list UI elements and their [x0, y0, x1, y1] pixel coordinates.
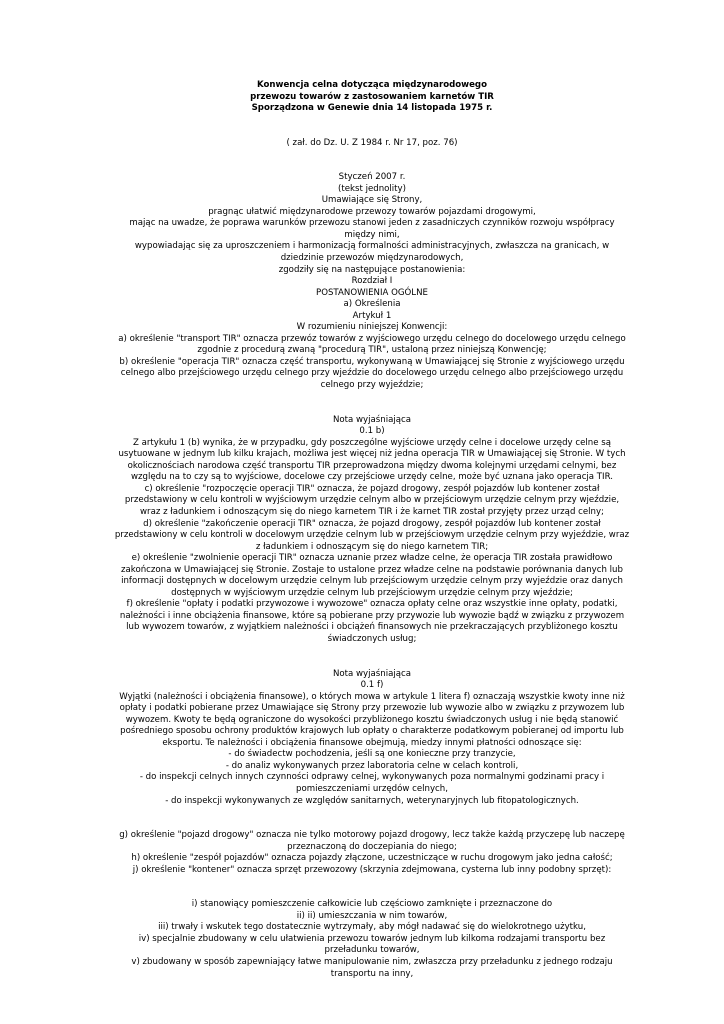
definition-line: g) określenie "pojazd drogowy" oznacza nie tylko motorowy pojazd drogowy, lecz także każdą przyczepę lub naczepę	[119, 830, 625, 841]
note-line: - do świadectw pochodzenia, jeśli są one konieczne przy tranzycie,	[228, 749, 516, 760]
note-line: przedstawiony w celu kontroli w docelowym urzędzie celnym lub w przejściowym urzędzie celnym przy wyjeździe, wraz	[114, 530, 630, 541]
note-line: informacji dostępnych w docelowym urzędzie celnym lub przejściowym urzędzie celnym przy wyjeździe oraz danych	[121, 576, 623, 587]
list-item: transportu na inny,	[330, 968, 414, 979]
edition-note: (tekst jednolity)	[338, 183, 406, 194]
definition-line: przeznaczoną do doczepiania do niego;	[287, 841, 457, 852]
note-line: lub wywozem towarów, z wyjątkiem należności i obciążeń finansowych nie przekraczających przybliżonego kosztu	[126, 622, 618, 633]
note-line: wraz z ładunkiem i odnoszącym się do niego karnetem TIR i że karnet TIR został przyjęty przez urząd celny;	[140, 506, 604, 517]
note-reference: 0.1 b)	[359, 426, 385, 437]
document-title	[70, 80, 674, 115]
note-line: należności i inne obciążenia finansowe, które są pobierane przy przywozie lub wywozie bądź w związku z przywozem	[119, 610, 625, 621]
article-heading: Artykuł 1	[352, 310, 392, 321]
list-item: przeładunku towarów,	[324, 945, 420, 956]
explanatory-note	[70, 669, 674, 808]
preamble-line: pragnąc ułatwić międzynarodowe przewozy towarów pojazdami drogowymi,	[208, 206, 536, 217]
note-line: wywozem. Kwoty te będą ograniczone do wysokości przybliżonego kosztu świadczonych usług i nie będą stanowić	[125, 714, 619, 725]
note-line: usytuowane w jednym lub kilku krajach, możliwa jest więcej niż jedna operacja TIR w Umawiającej się Stronie. W tych	[118, 449, 626, 460]
preamble-line: zgodziły się na następujące postanowienia:	[278, 264, 466, 275]
note-line: względu na to czy są to wyjściowe, docelowe czy przejściowe urzędy celne, może być uznana jako operacja TIR.	[131, 472, 613, 483]
title-line: Konwencja celna dotycząca międzynarodowego	[257, 80, 487, 90]
note-line: okolicznościach narodowa część transportu TIR przeprowadzona między dwoma kolejnymi urzędami celnymi, bez	[127, 460, 617, 471]
chapter-title: POSTANOWIENIA OGÓLNE	[316, 287, 428, 298]
list-item: iii) trwały i wskutek tego dostatecznie wytrzymały, aby mógł nadawać się do wielokrotnego użytku,	[158, 922, 586, 933]
definition-line: j) określenie "kontener" oznacza sprzęt przewozowy (skrzynia zdejmowana, cysterna lub inny podobny sprzęt):	[132, 864, 612, 875]
note-line: z ładunkiem i odnoszącym się do niego karnetem TIR;	[255, 541, 489, 552]
note-line: c) określenie "rozpoczęcie operacji TIR" oznacza, że pojazd drogowy, zespół pojazdów lub kontener został	[144, 483, 600, 494]
definition-line: zgodnie z procedurą zwaną "procedurą TIR", ustaloną przez niniejszą Konwencję;	[197, 345, 547, 356]
note-reference: 0.1 f)	[360, 680, 384, 691]
article-intro: W rozumieniu niniejszej Konwencji:	[296, 322, 448, 333]
title-line: przewozu towarów z zastosowaniem karnetów TIR	[250, 91, 494, 102]
container-criteria-list	[70, 899, 674, 980]
note-line: opłaty i podatki pobierane przez Umawiające się Strony przy przewozie lub wywozie albo w związku z przywozem lub	[119, 703, 625, 714]
note-line: eksportu. Te należności i obciążenia finansowe obejmują, miedzy innymi płatności odnoszące się:	[162, 737, 582, 748]
note-line: świadczonych usług;	[327, 633, 417, 644]
list-item: i) stanowiący pomieszczenie całkowicie lub częściowo zamknięte i przeznaczone do	[191, 899, 553, 910]
note-line: Wyjątki (należności i obciążenia finansowe), o których mowa w artykule 1 litera f) oznaczają wszystkie kwoty inne niż	[119, 691, 625, 702]
preamble-line: mając na uwadze, że poprawa warunków przewozu stanowi jeden z zasadniczych czynników rozwoju współpracy	[129, 218, 615, 229]
note-line: dostępnych w wyjściowym urzędzie celnym lub przejściowym urzędzie celnym przy wjeździe;	[171, 587, 573, 598]
preamble-line: Umawiające się Strony,	[321, 195, 423, 206]
note-heading: Nota wyjaśniająca	[332, 668, 412, 679]
note-line: pośredniego sposobu ochrony produktów krajowych lub opłaty o charakterze podatkowym pobieranej od importu lub	[120, 726, 624, 737]
list-item: ii) ii) umieszczania w nim towarów,	[296, 910, 448, 921]
note-line: - do inspekcji celnych innych czynności odprawy celnej, wykonywanych poza normalnymi godzinami pracy i	[139, 772, 605, 783]
preamble-line: dziedzinie przewozów międzynarodowych,	[280, 253, 464, 264]
note-line: Z artykułu 1 (b) wynika, że w przypadku, gdy poszczególne wyjściowe urzędy celne i docelowe urzędy celne są	[133, 437, 611, 448]
note-heading: Nota wyjaśniająca	[332, 414, 412, 425]
list-item: v) zbudowany w sposób zapewniający łatwe manipulowanie nim, zwłaszcza przy przeładunku z jednego rodzaju	[131, 957, 613, 967]
note-line: przedstawiony w celu kontroli w wyjściowym urzędzie celnym albo w przejściowym urzędzie celnym przy wjeździe,	[124, 495, 620, 506]
note-line: - do analiz wykonywanych przez laboratoria celne w celach kontroli,	[225, 760, 519, 771]
title-line: Sporządzona w Genewie dnia 14 listopada 1975 r.	[251, 103, 493, 114]
preamble-line: wypowiadając się za uproszczeniem i harmonizacją formalności administracyjnych, zwłaszcza na granicach, w	[134, 241, 610, 252]
definition-line: a) określenie "transport TIR" oznacza przewóz towarów z wyjściowego urzędu celnego do docelowego urzędu celnego	[118, 333, 626, 344]
list-item: iv) specjalnie zbudowany w celu ułatwienia przewozu towarów jednym lub kilkoma rodzajami transportu bez	[138, 933, 606, 944]
definition-line: celnego albo przejściowego urzędu celnego przy wjeździe do docelowego urzędu celnego albo przejściowego urzędu	[120, 368, 624, 379]
definition-line: h) określenie "zespół pojazdów" oznacza pojazdy złączone, uczestniczące w ruchu drogowym jako jedna całość;	[131, 853, 613, 864]
preamble-line: między nimi,	[344, 229, 400, 240]
edition-date: Styczeń 2007 r.	[338, 172, 406, 183]
definition-line: celnego przy wyjeździe;	[320, 380, 424, 391]
definitions-block	[70, 830, 674, 876]
note-line: - do inspekcji wykonywanych ze względów sanitarnych, weterynaryjnych lub fitopatologicznych.	[165, 795, 579, 806]
section-heading: a) Określenia	[343, 299, 401, 310]
preamble	[70, 195, 674, 276]
document-page	[70, 80, 674, 980]
explanatory-note	[70, 415, 674, 646]
definitions-block	[70, 334, 674, 392]
note-line: e) określenie "zwolnienie operacji TIR" oznacza uznanie przez władze celne, że operacja TIR została prawidłowo	[131, 553, 613, 564]
note-line: zakończona w Umawiającej się Stronie. Zostaje to ustalone przez władze celne na podstawie porównania danych lub	[121, 564, 623, 575]
chapter-heading: Rozdział I	[351, 276, 393, 287]
source-reference: ( zał. do Dz. U. Z 1984 r. Nr 17, poz. 76)	[286, 137, 458, 148]
definition-line: b) określenie "operacja TIR" oznacza część transportu, wykonywaną w Umawiającej się Stronie z wyjściowego urzędu	[119, 356, 625, 367]
note-line: f) określenie "opłaty i podatki przywozowe i wywozowe" oznacza opłaty celne oraz wszystkie inne opłaty, podatki,	[126, 599, 618, 610]
note-line: d) określenie "zakończenie operacji TIR" oznacza, że pojazd drogowy, zespół pojazdów lub kontener został	[143, 518, 601, 529]
note-line: pomieszczeniami urzędów celnych,	[296, 783, 448, 794]
